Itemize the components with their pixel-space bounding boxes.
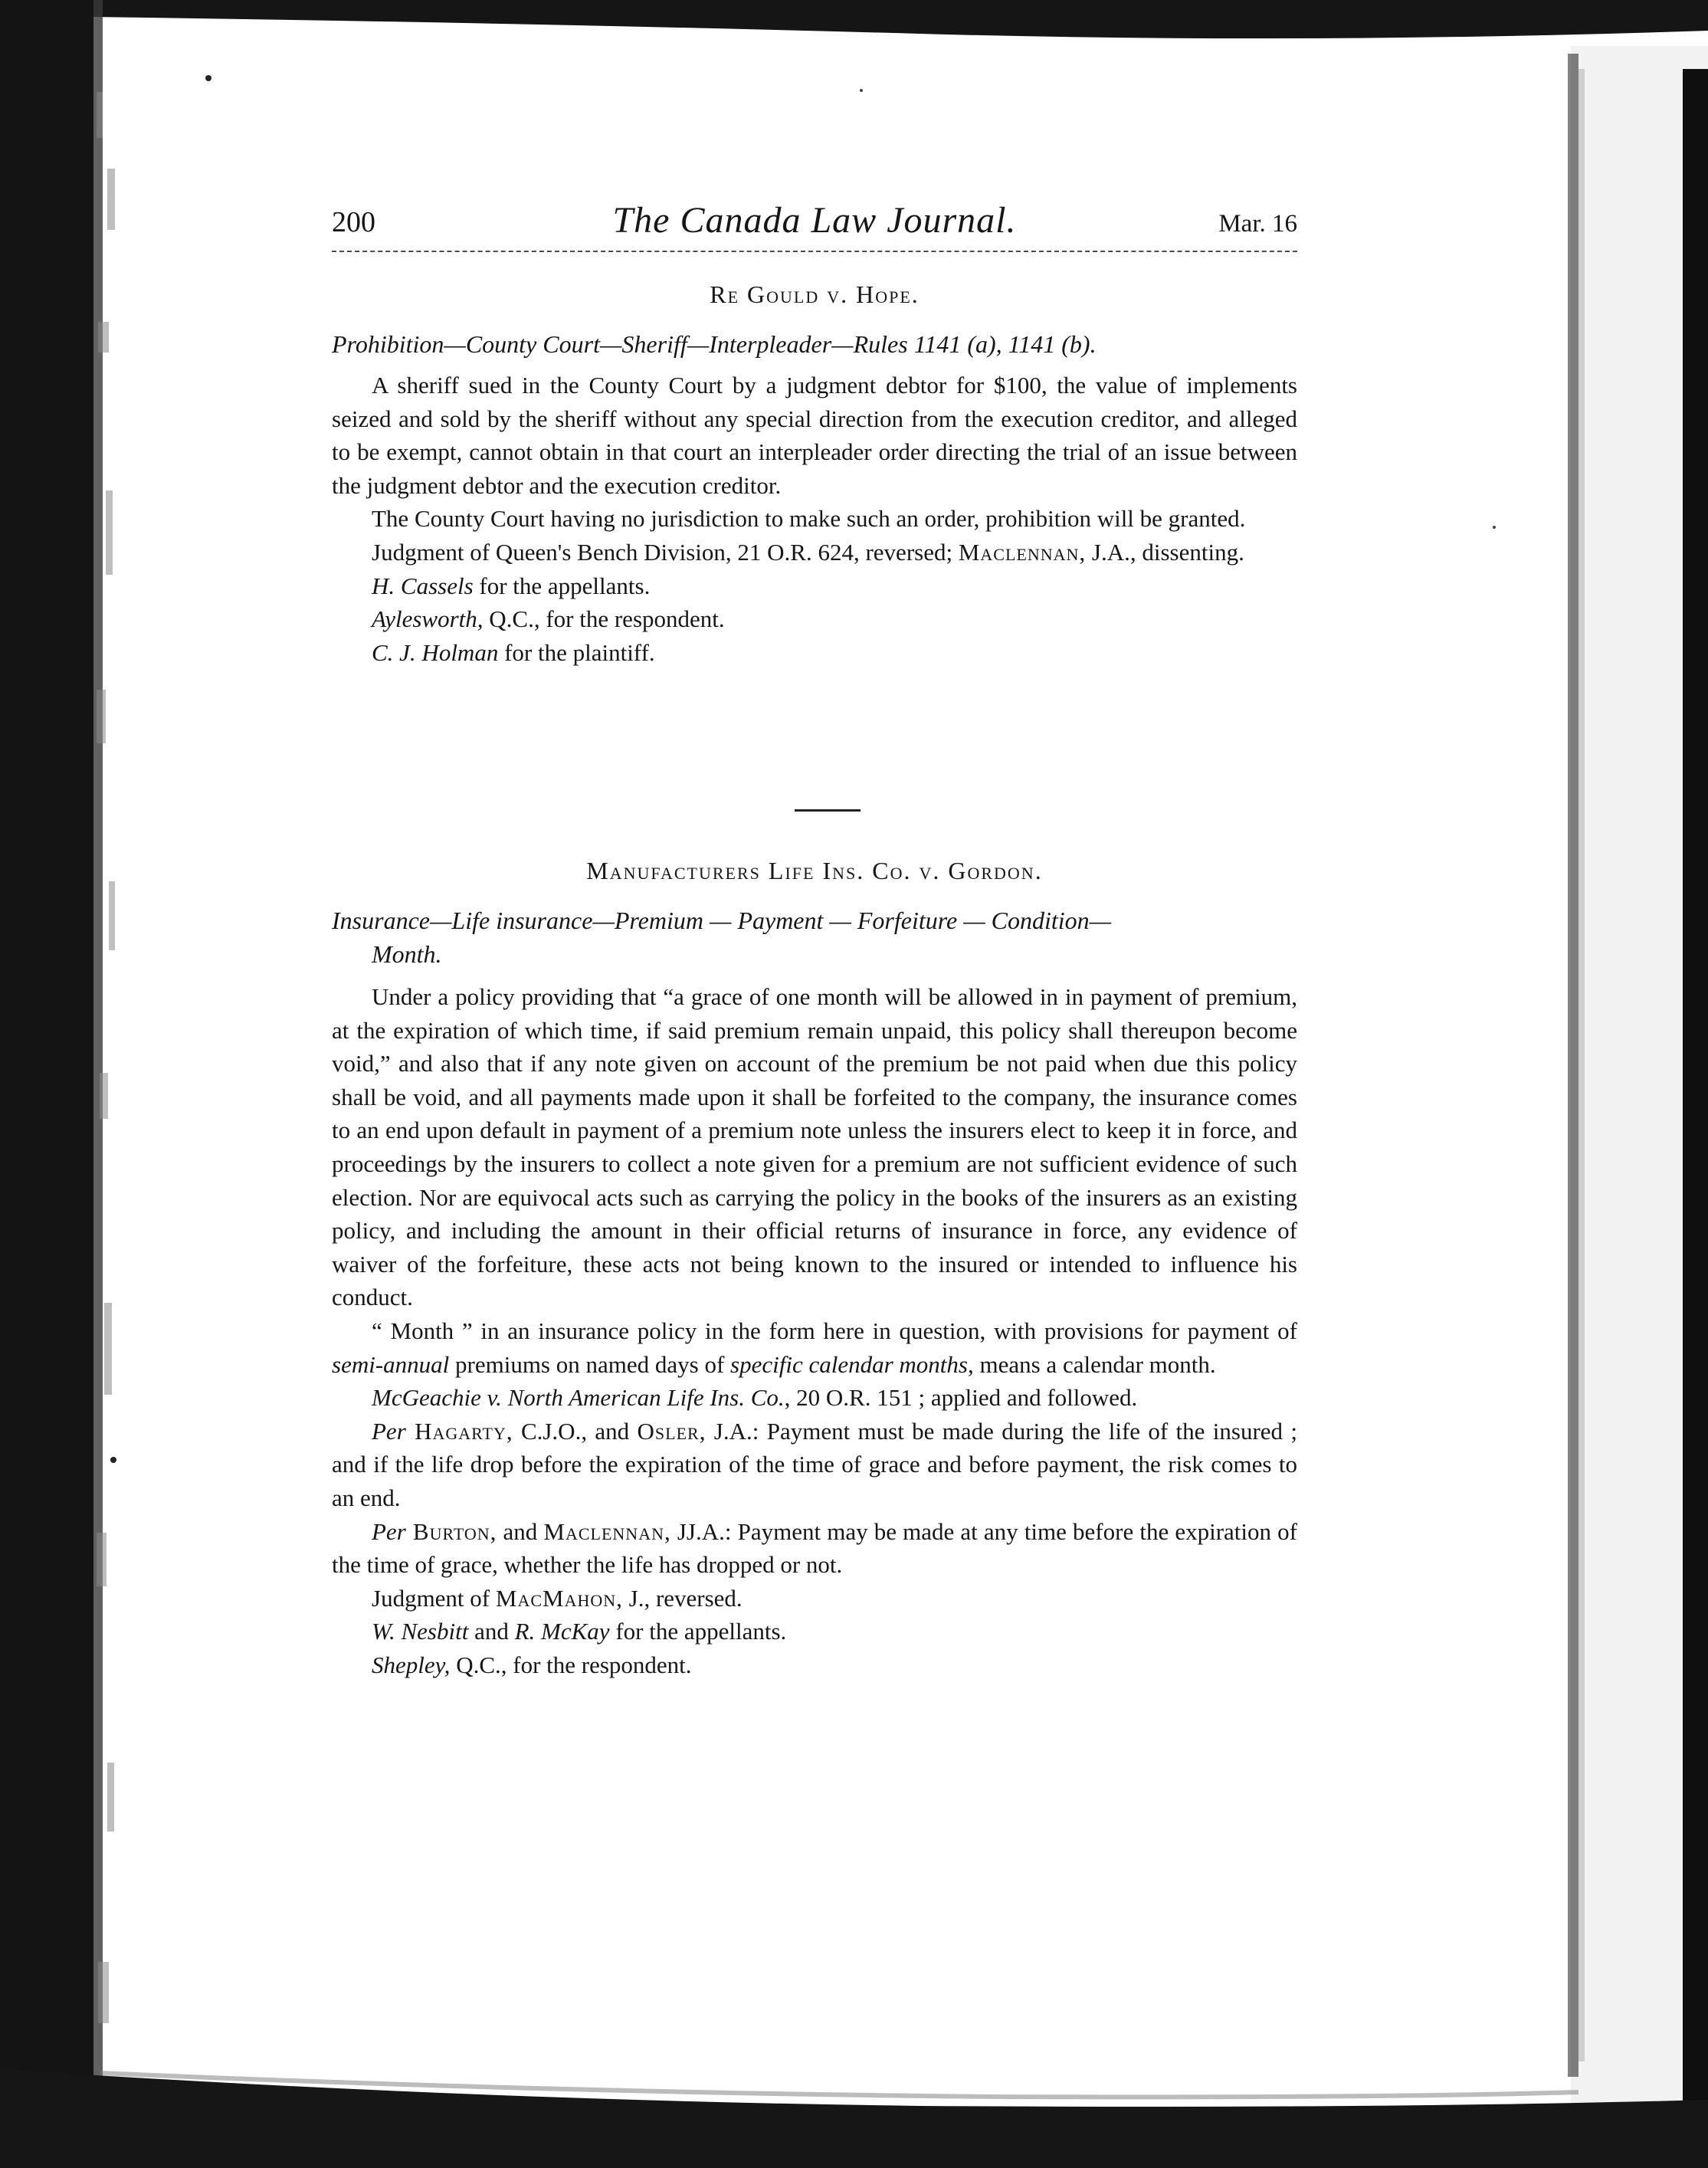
counsel-name: C. J. Holman bbox=[372, 638, 499, 666]
counsel-name: W. Nesbitt bbox=[372, 1618, 469, 1645]
judge-name: Maclennan, bbox=[958, 538, 1087, 566]
counsel-line bbox=[332, 602, 1297, 636]
counsel-line bbox=[332, 1615, 1297, 1648]
counsel-name: Shepley, bbox=[372, 1651, 451, 1678]
judgment-text: J., reversed. bbox=[622, 1584, 743, 1612]
counsel-line bbox=[332, 636, 1297, 670]
opinion-paragraph bbox=[332, 1515, 1297, 1582]
paragraph-text: JJ.A.: Payment may be made at any time before the expiration of the time of grace, whether the life has dropped or not. bbox=[332, 1517, 1297, 1579]
paragraph-text: , means a calendar month. bbox=[967, 1350, 1216, 1378]
journal-title: The Canada Law Journal. bbox=[612, 200, 1017, 241]
headnote-paragraph: Under a policy providing that “a grace of one month will be allowed in in payment of premium, at the expiration of which time, if said premium remain unpaid, this policy shall thereupon become void,” and also that if any note given on account of the premium be not paid when due this policy shall be void, and all payments made upon it shall be forfeited to the company, the insurance comes to an end upon default in payment of a premium note unless the insurers elect to keep it in force, and proceedings by the insurers to collect a note given for a premium are not sufficient evidence of such election. Nor are equivocal acts such as carrying the policy in the books of the insurers as an existing policy, and including the amount in their official returns of insurance in force, any evidence of waiver of the forfeiture, these acts not being known to the insured or intended to influence his conduct. bbox=[332, 983, 1297, 1311]
per-label: Per bbox=[372, 1417, 406, 1445]
case-subject-headnote-continued: Month. bbox=[372, 940, 442, 968]
case-subject-headnote: Insurance—Life insurance—Premium — Payment — Forfeiture — Condition— bbox=[332, 907, 1112, 934]
headnote-paragraph: A sheriff sued in the County Court by a judgment debtor for $100, the value of implements seized and sold by the sheriff without any special direction from the execution creditor, and alleged to be exempt, cannot obtain in that court an interpleader order directing the trial of an issue between the judgment debtor and the execution creditor. bbox=[332, 372, 1297, 499]
counsel-role: Q.C., for the respondent. bbox=[450, 1651, 692, 1678]
issue-date: Mar. 16 bbox=[1218, 210, 1297, 238]
paragraph-text: C.J.O., and bbox=[513, 1417, 638, 1445]
judgment-text: Judgment of Queen's Bench Division, 21 O.R. 624, reversed; bbox=[372, 538, 959, 566]
emphasis-text: semi-annual bbox=[332, 1350, 450, 1378]
counsel-role: and bbox=[468, 1618, 515, 1645]
counsel-name: R. McKay bbox=[514, 1618, 610, 1645]
judge-name: Hagarty, bbox=[405, 1417, 513, 1445]
paragraph-text: , 20 O.R. 151 ; applied and followed. bbox=[784, 1384, 1138, 1412]
case-title: Manufacturers Life Ins. Co. v. Gordon. bbox=[586, 857, 1043, 884]
judgment-line bbox=[332, 1582, 1297, 1615]
counsel-role: Q.C., for the respondent. bbox=[483, 605, 725, 633]
paragraph-text: “ Month ” in an insurance policy in the form here in question, with provisions for payment of bbox=[372, 1317, 1297, 1344]
counsel-line bbox=[332, 1648, 1297, 1682]
paragraph-text: J.A.: Payment must be made during the life of the insured ; and if the life drop before the expiration of the time of grace and before payment, the risk comes to an end. bbox=[332, 1417, 1297, 1511]
counsel-name: Aylesworth, bbox=[372, 605, 484, 633]
judge-name: Maclennan, bbox=[543, 1517, 671, 1545]
emphasis-text: specific calendar months bbox=[730, 1350, 968, 1378]
headnote-paragraph bbox=[332, 1314, 1297, 1381]
counsel-name: H. Cassels bbox=[372, 572, 474, 599]
counsel-role: for the plaintiff. bbox=[498, 638, 655, 666]
case-manufacturers-life-v-gordon bbox=[332, 857, 1297, 1681]
counsel-role: for the appellants. bbox=[609, 1618, 787, 1645]
headnote-paragraph: The County Court having no jurisdiction to make such an order, prohibition will be granted. bbox=[372, 505, 1246, 533]
case-subject-headnote: Prohibition—County Court—Sheriff—Interpleader—Rules 1141 (a), 1141 (b). bbox=[332, 330, 1097, 358]
judgment-line bbox=[332, 536, 1297, 569]
paragraph-text: premiums on named days of bbox=[449, 1350, 731, 1378]
case-separator-rule bbox=[795, 809, 861, 812]
judgment-text: J.A., dissenting. bbox=[1086, 538, 1244, 566]
cited-case: McGeachie v. North American Life Ins. Co. bbox=[372, 1384, 785, 1412]
running-header bbox=[332, 199, 1297, 247]
judge-name: Osler, bbox=[637, 1417, 706, 1445]
opinion-paragraph bbox=[332, 1415, 1297, 1515]
per-label: Per bbox=[372, 1517, 406, 1545]
page-number: 200 bbox=[332, 206, 375, 238]
case-re-gould-v-hope bbox=[332, 280, 1297, 669]
judgment-text: Judgment of bbox=[372, 1584, 496, 1612]
judge-name: Burton, bbox=[405, 1517, 497, 1545]
counsel-line bbox=[332, 569, 1297, 603]
header-rule bbox=[332, 251, 1297, 252]
judge-name: MacMahon, bbox=[495, 1584, 623, 1612]
citation-paragraph bbox=[332, 1381, 1297, 1415]
case-title: Re Gould v. Hope. bbox=[710, 280, 920, 308]
counsel-role: for the appellants. bbox=[473, 572, 651, 599]
paragraph-text: and bbox=[497, 1517, 544, 1545]
